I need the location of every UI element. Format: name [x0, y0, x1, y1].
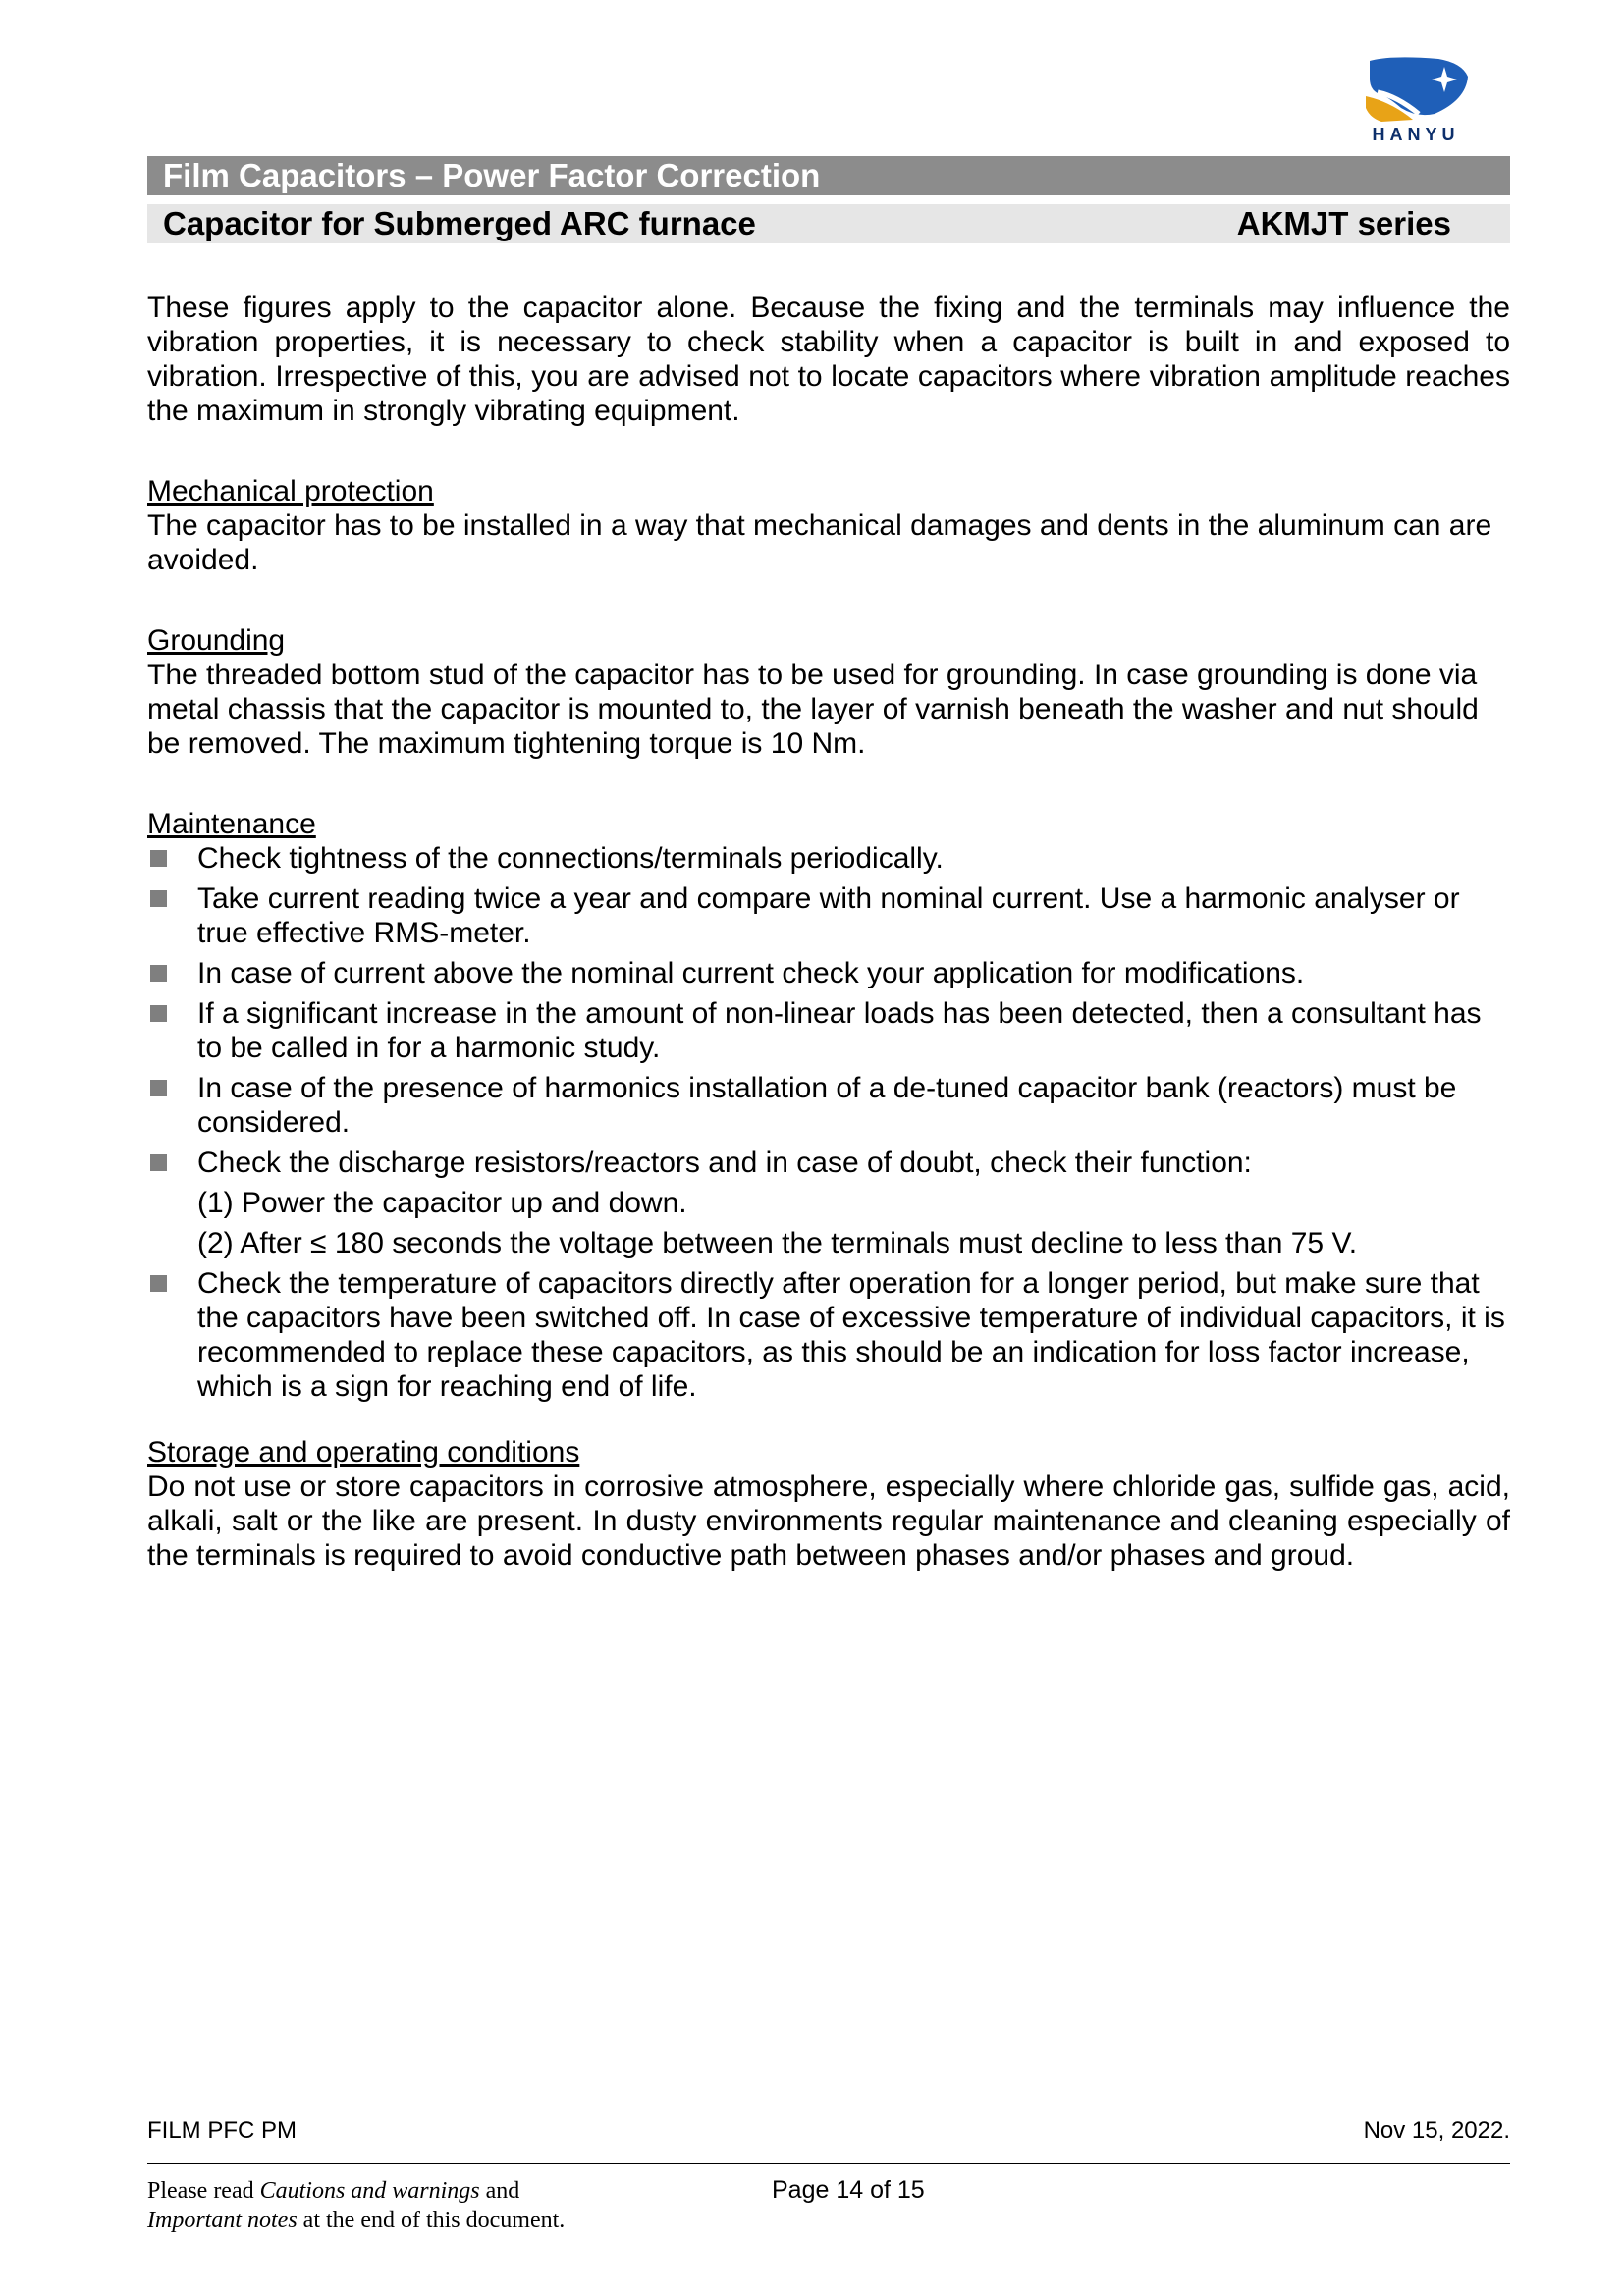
cautions-link: Cautions and warnings [259, 2178, 480, 2204]
maintenance-list-cont [147, 1266, 1510, 1404]
list-item: If a significant increase in the amount of non-linear loads has been detected, then a consultant has to be called in for a harmonic study. [147, 996, 1510, 1065]
product-title: Capacitor for Submerged ARC furnace [163, 205, 756, 241]
grounding-text: The threaded bottom stud of the capacitor has to be used for grounding. In case grounding is done via metal chassis that the capacitor is mounted to, the layer of varnish beneath the washer and nut should be removed. The maximum tightening torque is 10 Nm. [147, 659, 1479, 760]
doc-date: Nov 15, 2022. [1363, 2117, 1510, 2144]
square-bullet-icon [150, 1154, 167, 1171]
storage-section [147, 1435, 1510, 1573]
mechanical-text: The capacitor has to be installed in a way that mechanical damages and dents in the aluminum can are avoided. [147, 509, 1492, 576]
list-item: In case of the presence of harmonics installation of a de-tuned capacitor bank (reactors) must be considered. [147, 1071, 1510, 1140]
category-header [147, 156, 1510, 195]
list-item: Check the discharge resistors/reactors and in case of doubt, check their function: [147, 1146, 1510, 1180]
mechanical-section [147, 474, 1510, 577]
maintenance-list [147, 841, 1510, 1180]
important-notes-link: Important notes [147, 2208, 298, 2233]
list-item: Check the temperature of capacitors directly after operation for a longer period, but make sure that the capacitors have been switched off. In case of excessive temperature of individual capacitors, it is recommended to replace these capacitors, as this should be an indication for loss factor increase, which is a sign for reaching end of life. [147, 1266, 1510, 1404]
mechanical-heading: Mechanical protection [147, 475, 434, 507]
list-item: Check tightness of the connections/terminals periodically. [147, 841, 1510, 876]
doc-code: FILM PFC PM [147, 2117, 298, 2144]
hanyu-logo-icon [1362, 57, 1470, 122]
square-bullet-icon [150, 965, 167, 982]
grounding-section [147, 623, 1510, 761]
list-item: In case of current above the nominal current check your application for modifications. [147, 956, 1510, 990]
grounding-heading: Grounding [147, 624, 286, 657]
category-title: Film Capacitors – Power Factor Correction [163, 157, 821, 193]
list-item: Take current reading twice a year and compare with nominal current. Use a harmonic analyser or true effective RMS-meter. [147, 881, 1510, 950]
storage-heading: Storage and operating conditions [147, 1436, 580, 1468]
square-bullet-icon [150, 890, 167, 907]
page-number: Page 14 of 15 [772, 2176, 925, 2204]
storage-text: Do not use or store capacitors in corrosive atmosphere, especially where chloride gas, sulfide gas, acid, alkali, salt or the like are present. In dusty environments regular maintenance and cleaning especially of the terminals is required to avoid conductive path between phases and/or phases and groud. [147, 1470, 1510, 1572]
series-name: AKMJT series [1236, 205, 1451, 241]
sub-item: (1) Power the capacitor up and down. [197, 1187, 687, 1219]
maintenance-heading: Maintenance [147, 808, 316, 840]
sub-item: (2) After ≤ 180 seconds the voltage between the terminals must decline to less than 75 V. [197, 1227, 1358, 1259]
maintenance-section [147, 807, 1510, 1404]
intro-paragraph: These figures apply to the capacitor alone. Because the fixing and the terminals may influence the vibration properties, it is necessary to check stability when a capacitor is built in and exposed to vibration. Irrespective of this, you are advised not to locate capacitors where vibration amplitude reaches the maximum in strongly vibrating equipment. [147, 292, 1510, 427]
logo-text: HANYU [1372, 125, 1460, 144]
footer-divider [147, 2163, 1510, 2164]
company-logo [1352, 57, 1480, 147]
footer-note: Please read Cautions and warnings and Important notes at the end of this document. [147, 2178, 566, 2233]
square-bullet-icon [150, 1080, 167, 1096]
square-bullet-icon [150, 850, 167, 867]
square-bullet-icon [150, 1005, 167, 1022]
page-content [147, 291, 1510, 1573]
product-header [147, 204, 1510, 243]
square-bullet-icon [150, 1275, 167, 1292]
